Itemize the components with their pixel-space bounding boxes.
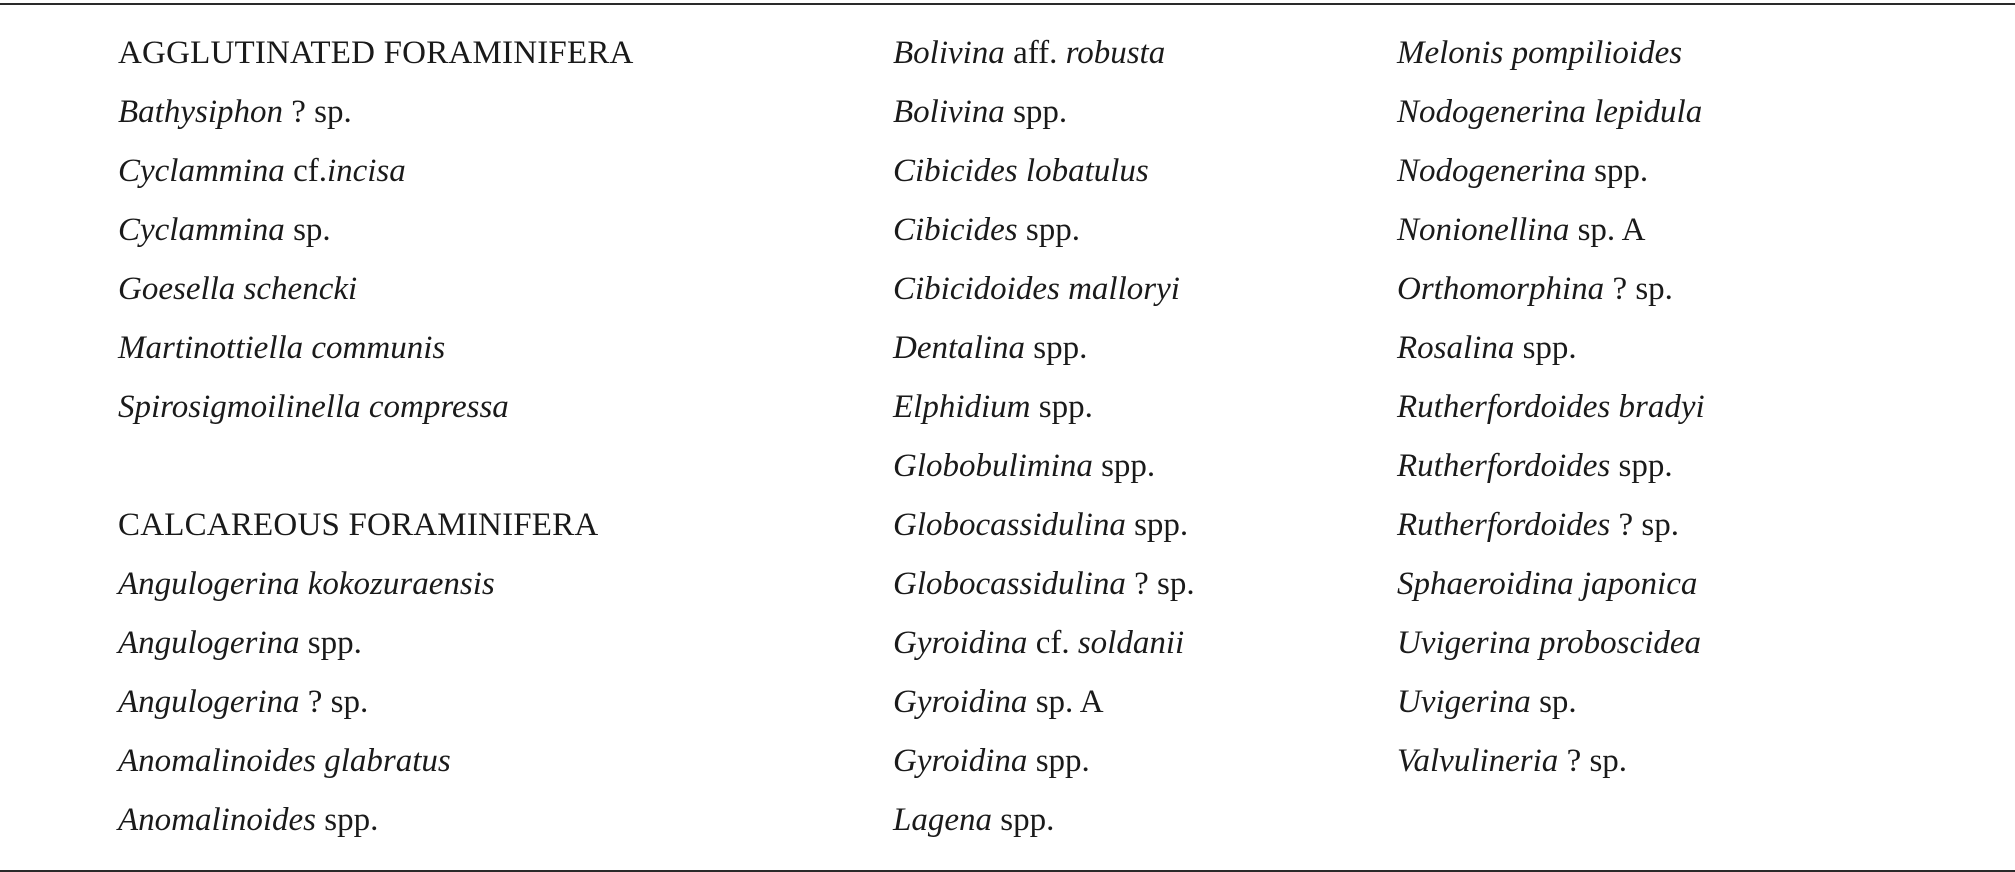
taxon-qualifier: aff. <box>1004 35 1066 71</box>
taxon-qualifier: spp. <box>1017 212 1080 248</box>
taxon-name: Bathysiphon <box>118 94 283 130</box>
species-entry <box>893 28 1195 87</box>
species-entry <box>1397 559 1705 618</box>
taxon-qualifier: cf. <box>284 153 327 189</box>
species-entry <box>118 205 634 264</box>
section-heading <box>118 500 634 559</box>
taxon-qualifier: spp. <box>315 802 379 838</box>
taxon-name: Angulogerina kokozuraensis <box>118 566 495 602</box>
species-entry <box>893 146 1195 205</box>
taxon-name: Uvigerina proboscidea <box>1397 625 1701 661</box>
taxon-name: Cibicidoides malloryi <box>893 271 1180 307</box>
spacer-row <box>118 441 634 500</box>
species-entry <box>893 500 1195 559</box>
taxon-qualifier: spp. <box>1024 330 1088 366</box>
taxon-name: Rosalina <box>1397 330 1515 366</box>
species-epithet: robusta <box>1065 35 1166 71</box>
species-entry <box>1397 264 1705 323</box>
taxon-name: Martinottiella communis <box>118 330 446 366</box>
species-entry <box>1397 323 1705 382</box>
taxon-name: Dentalina <box>893 330 1025 366</box>
taxon-name: Rutherfordoides bradyi <box>1397 389 1705 425</box>
table-top-rule <box>0 3 2015 5</box>
taxon-qualifier: spp. <box>992 802 1055 838</box>
species-entry <box>1397 205 1705 264</box>
species-entry <box>1397 87 1705 146</box>
taxon-name: Globocassidulina <box>893 507 1126 543</box>
species-entry <box>1397 500 1705 559</box>
species-entry <box>893 382 1195 441</box>
species-entry <box>118 795 634 854</box>
taxon-qualifier: ? sp. <box>1604 271 1673 307</box>
species-entry <box>893 559 1195 618</box>
species-entry <box>1397 28 1705 87</box>
taxon-qualifier: spp. <box>1004 94 1068 130</box>
species-epithet: soldanii <box>1077 625 1185 661</box>
taxon-name: Bolivina <box>893 94 1005 130</box>
taxon-qualifier: spp. <box>1585 153 1649 189</box>
taxon-name: Rutherfordoides <box>1397 507 1611 543</box>
taxon-name: Globocassidulina <box>893 566 1126 602</box>
taxon-name: Sphaeroidina japonica <box>1397 566 1698 602</box>
section-heading <box>118 28 634 87</box>
species-entry <box>118 677 634 736</box>
taxon-name: Cyclammina <box>118 153 285 189</box>
species-entry <box>893 677 1195 736</box>
taxon-name: Melonis pompilioides <box>1397 35 1683 71</box>
species-column-2 <box>893 28 1195 854</box>
taxon-name: Spirosigmoilinella compressa <box>118 389 509 425</box>
taxon-qualifier: sp. <box>1530 684 1577 720</box>
taxon-qualifier: sp. A <box>1569 212 1646 248</box>
taxon-qualifier: ? sp. <box>299 684 369 720</box>
taxon-qualifier: spp. <box>1027 743 1090 779</box>
taxon-name: Gyroidina <box>893 625 1028 661</box>
taxon-name: Angulogerina <box>118 625 300 661</box>
taxon-qualifier: spp. <box>1030 389 1093 425</box>
taxon-name: Cibicides lobatulus <box>893 153 1149 189</box>
species-entry <box>118 559 634 618</box>
species-entry <box>893 323 1195 382</box>
species-entry <box>118 323 634 382</box>
taxon-qualifier: sp. A <box>1027 684 1104 720</box>
taxon-name: Uvigerina <box>1397 684 1531 720</box>
species-entry <box>1397 382 1705 441</box>
taxon-name: Lagena <box>893 802 992 838</box>
taxon-qualifier: spp. <box>299 625 362 661</box>
taxon-name: Nonionellina <box>1397 212 1570 248</box>
taxon-qualifier: ? sp. <box>1125 566 1195 602</box>
species-entry <box>893 795 1195 854</box>
taxon-qualifier: spp. <box>1092 448 1156 484</box>
taxon-name: Orthomorphina <box>1397 271 1605 307</box>
species-entry <box>893 205 1195 264</box>
taxon-name: Cibicides <box>893 212 1018 248</box>
taxon-name: Gyroidina <box>893 743 1028 779</box>
taxon-qualifier: spp. <box>1125 507 1189 543</box>
taxon-name: Rutherfordoides <box>1397 448 1611 484</box>
taxon-name: Valvulineria <box>1397 743 1559 779</box>
taxon-name: Nodogenerina lepidula <box>1397 94 1703 130</box>
species-entry <box>118 146 634 205</box>
species-entry <box>1397 146 1705 205</box>
taxon-qualifier: ? sp. <box>282 94 352 130</box>
species-entry <box>893 618 1195 677</box>
taxon-qualifier: ? sp. <box>1558 743 1628 779</box>
taxon-name: Angulogerina <box>118 684 300 720</box>
species-entry <box>893 736 1195 795</box>
taxon-name: Gyroidina <box>893 684 1028 720</box>
species-entry <box>1397 736 1705 795</box>
taxon-name: Nodogenerina <box>1397 153 1586 189</box>
taxon-name: Cyclammina <box>118 212 285 248</box>
species-entry <box>1397 441 1705 500</box>
taxon-name: Globobulimina <box>893 448 1093 484</box>
taxon-name: Bolivina <box>893 35 1005 71</box>
species-column-3 <box>1397 28 1705 795</box>
species-entry <box>118 736 634 795</box>
section-heading-text: AGGLUTINATED FORAMINIFERA <box>118 35 634 71</box>
species-entry <box>118 618 634 677</box>
taxon-name: Anomalinoides <box>118 802 316 838</box>
species-entry <box>118 87 634 146</box>
taxon-qualifier: cf. <box>1027 625 1078 661</box>
taxon-name: Elphidium <box>893 389 1031 425</box>
taxon-name: Anomalinoides glabratus <box>118 743 451 779</box>
species-entry <box>1397 618 1705 677</box>
species-entry <box>118 382 634 441</box>
section-heading-text: CALCAREOUS FORAMINIFERA <box>118 507 599 543</box>
species-epithet: incisa <box>326 153 406 189</box>
species-entry <box>118 264 634 323</box>
species-entry <box>1397 677 1705 736</box>
taxon-qualifier: ? sp. <box>1610 507 1680 543</box>
species-entry <box>893 87 1195 146</box>
species-column-1 <box>118 28 634 854</box>
species-entry <box>893 264 1195 323</box>
taxon-qualifier: spp. <box>1610 448 1673 484</box>
taxon-qualifier: spp. <box>1514 330 1577 366</box>
species-entry <box>893 441 1195 500</box>
taxon-qualifier: sp. <box>284 212 331 248</box>
taxon-name: Goesella schencki <box>118 271 358 307</box>
